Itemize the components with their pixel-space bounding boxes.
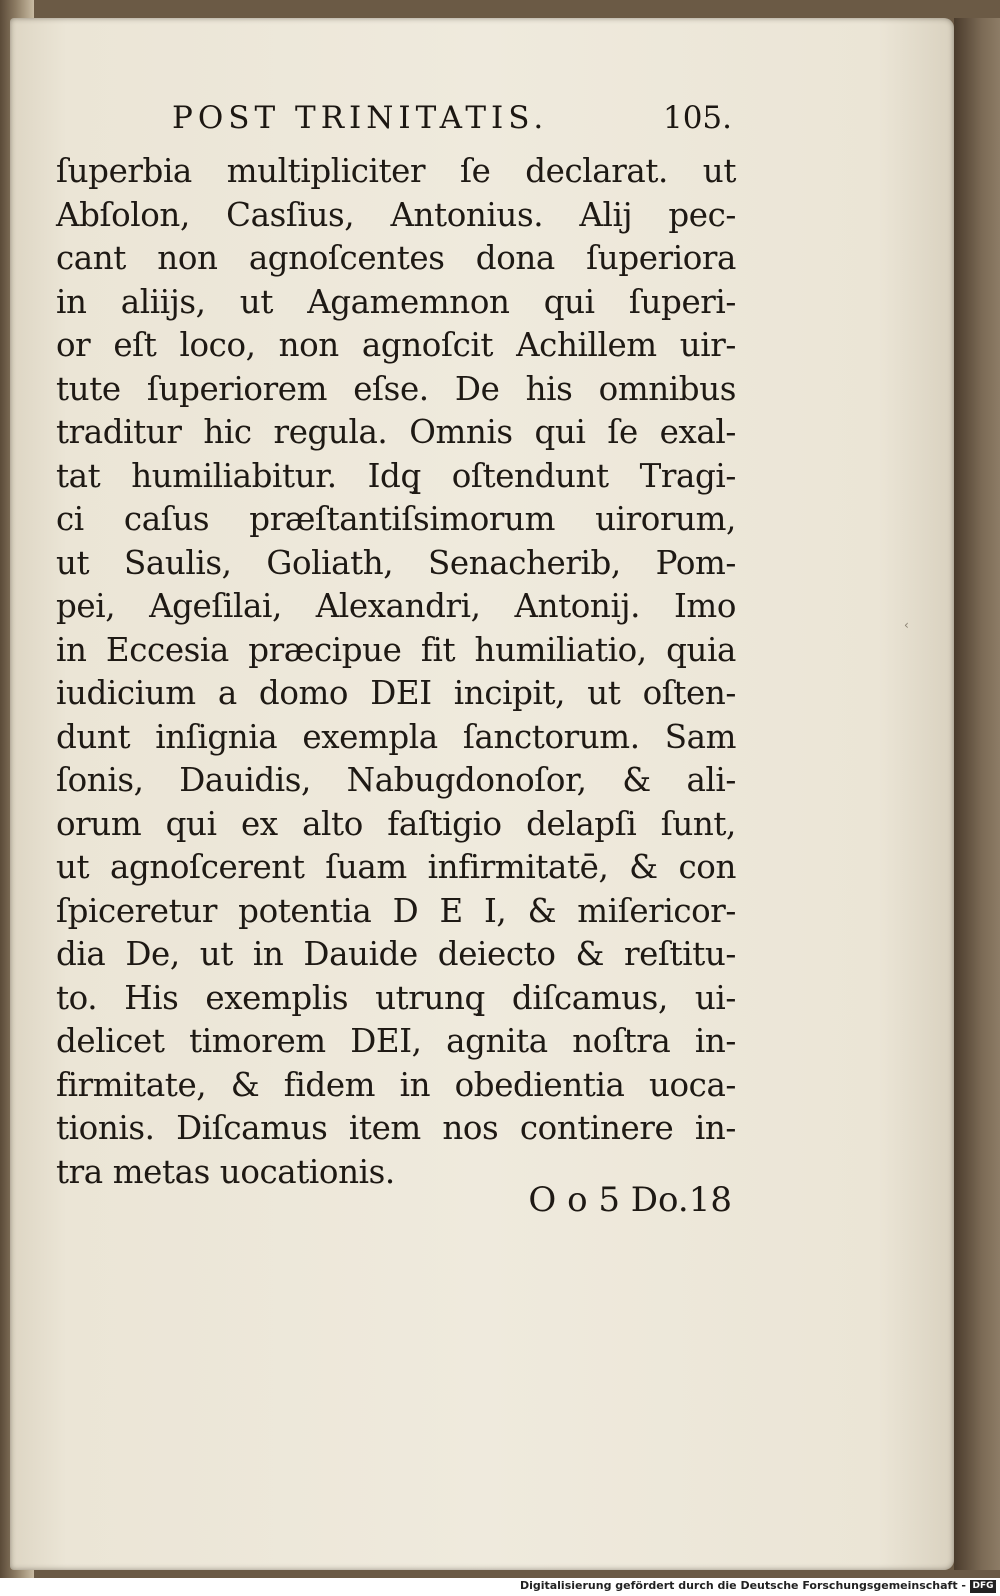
funding-credit: Digitalisierung gefördert durch die Deutsche Forschungsgemeinschaft - — [519, 1579, 966, 1592]
page-number: 105. — [662, 100, 732, 136]
text-line: or eſt loco, non agnoſcit Achillem uir- — [56, 326, 736, 364]
text-line: in aliijs, ut Agamemnon qui ſuperi- — [56, 282, 736, 321]
text-line: ſonis, Dauidis, Nabugdonoſor, & ali- — [56, 761, 736, 799]
text-line: ut agnoſcerent ſuam infirmitatē, & con — [56, 848, 736, 886]
page-header — [172, 100, 732, 144]
text-line: ſuperbia multipliciter ſe declarat. ut — [56, 152, 736, 190]
text-line: cant non agnoſcentes dona ſuperiora — [56, 239, 736, 277]
text-line: in Eccesia præcipue fit humiliatio, quia — [56, 630, 736, 669]
body-text — [56, 150, 736, 1194]
text-line: delicet timorem DEI, agnita noſtra in- — [56, 1022, 736, 1060]
text-line: ſpiceretur potentia D E I, & miſericor- — [56, 891, 736, 930]
text-line: dunt inſignia exempla ſanctorum. Sam — [56, 717, 736, 756]
catchword-signature: O o 5 Do.18 — [528, 1180, 732, 1220]
text-line: iudicium a domo DEI incipit, ut oſten- — [56, 674, 736, 712]
text-line: to. His exemplis utrunq̧ diſcamus, ui- — [56, 978, 736, 1017]
text-line: tat humiliabitur. Idq̧ oſtendunt Tragi- — [56, 456, 736, 495]
text-line: ut Saulis, Goliath, Senacherib, Pom- — [56, 543, 736, 582]
text-line: tute ſuperiorem eſse. De his omnibus — [56, 369, 736, 408]
text-line: dia De, ut in Dauide deiecto & reſtitu- — [56, 935, 736, 973]
page-shadow — [954, 18, 1000, 1570]
text-line: tionis. Diſcamus item nos continere in- — [56, 1109, 736, 1147]
text-line: orum qui ex alto faſtigio delapſi ſunt, — [56, 804, 736, 843]
text-line: Abſolon, Casſius, Antonius. Alij pec- — [56, 195, 736, 234]
dfg-logo: DFG — [970, 1580, 996, 1593]
text-line: ci caſus præſtantiſsimorum uirorum, — [56, 500, 736, 538]
text-line: traditur hic regula. Omnis qui ſe exal- — [56, 413, 736, 451]
text-line: tra metas uocationis. — [56, 1152, 395, 1191]
text-line: pei, Ageſilai, Alexandri, Antonij. Imo — [56, 587, 736, 625]
running-head: POST TRINITATIS. — [172, 100, 549, 136]
text-line: firmitate, & fidem in obedientia uoca- — [56, 1065, 736, 1104]
margin-mark: ‹ — [904, 618, 909, 632]
